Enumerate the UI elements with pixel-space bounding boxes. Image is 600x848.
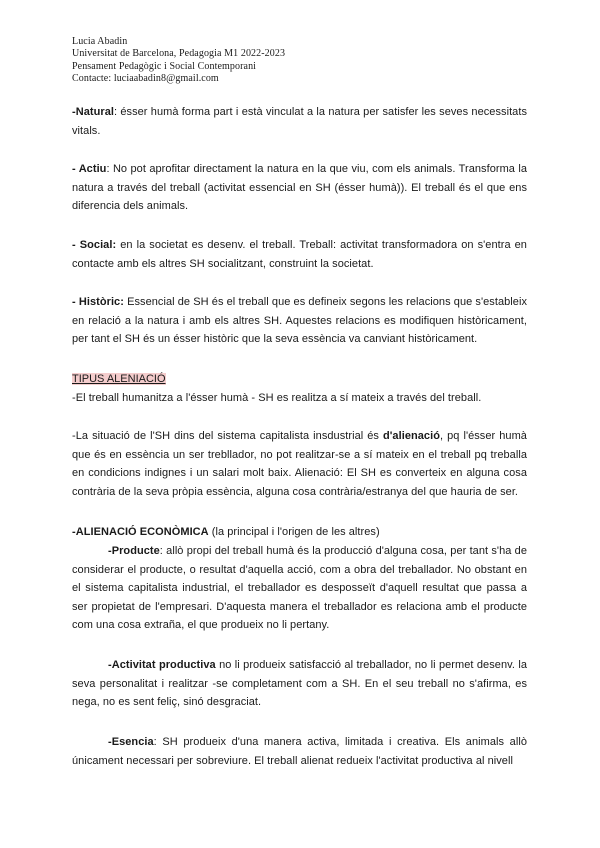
paragraph-activitat bbox=[72, 656, 527, 712]
tipus-line1: -El treball humanitza a l'ésser humà - SH es realitza a sí mateix a través del treball. bbox=[72, 392, 482, 404]
tipus-title: TIPUS ALENIACIÓ bbox=[72, 373, 166, 385]
alienacio-before: -La situació de l'SH dins del sistema capitalista insdustrial és bbox=[72, 430, 383, 442]
document-header bbox=[72, 36, 285, 86]
economica-text: (la principal i l'origen de les altres) bbox=[208, 526, 380, 538]
activitat-label: -Activitat productiva bbox=[108, 659, 216, 671]
tipus-heading bbox=[72, 370, 166, 389]
producte-label: -Producte bbox=[108, 545, 160, 557]
historic-text: Essencial de SH és el treball que es defineix segons les relacions que s'estableix en relació a la natura i amb els altres SH. Aquestes relacions es modifiquen històricament, per tant el SH és un ésser històric que la seva essència va canviant històricament. bbox=[72, 296, 527, 346]
paragraph-alienacio bbox=[72, 427, 527, 501]
natural-text: : ésser humà forma part i està vinculat a la natura per satisfer les seves necessitats vitals. bbox=[72, 106, 527, 137]
actiu-text: : No pot aprofitar directament la natura en la que viu, com els animals. Transforma la natura a través del treball (activitat essencial en SH (ésser humà)). El treball és el que ens diferencia dels animals. bbox=[72, 163, 527, 213]
university-line: Universitat de Barcelona, Pedagogia M1 2022-2023 bbox=[72, 48, 286, 60]
producte-text: : allò propi del treball humà és la producció d'alguna cosa, per tant s'ha de considerar el producte, o resultat d'aquella acció, com a obra del treballador. No obstant en el sistema capitalista industrial, el treballador es desposseït d'aquell resultat que passa a ser propietat de l'empresari. D'aquesta manera el treballador es relaciona amb el producte com una cosa extraña, el que produeix no li pertany. bbox=[72, 545, 527, 632]
paragraph-historic bbox=[72, 293, 527, 349]
economica-label: -ALIENACIÓ ECONÒMICA bbox=[72, 526, 209, 538]
paragraph-actiu bbox=[72, 160, 527, 216]
paragraph-social bbox=[72, 236, 527, 273]
natural-label: -Natural bbox=[72, 106, 114, 118]
paragraph-esencia bbox=[72, 733, 527, 770]
subject-line: Pensament Pedagògic i Social Contemporani bbox=[72, 60, 257, 72]
social-text: en la societat es desenv. el treball. Treball: activitat transformadora on s'entra en contacte amb els altres SH socialitzant, construint la societat. bbox=[72, 239, 527, 270]
alienacio-bold: d'alienació bbox=[383, 430, 440, 442]
alienacio-after: , pq l'ésser humà que és en essència un ser trebllador, no pot realitzar-se a sí mateix en el treball pq treballa en condicions indignes i un salari molt baix. Alienació: El SH es converteix en alguna cosa contrària de la seva pròpia essència, alguna cosa contrària/estranya del que hauria de ser. bbox=[72, 430, 527, 498]
social-label: - Social: bbox=[72, 239, 117, 251]
esencia-label: -Esencia bbox=[108, 736, 154, 748]
actiu-label: - Actiu bbox=[72, 163, 107, 175]
paragraph-producte bbox=[72, 542, 527, 635]
historic-label: - Històric: bbox=[72, 296, 124, 308]
author-name: Lucia Abadin bbox=[72, 36, 128, 47]
paragraph-economica bbox=[72, 523, 527, 542]
paragraph-natural bbox=[72, 103, 527, 140]
contact-line: Contacte: luciaabadin8@gmail.com bbox=[72, 73, 219, 85]
paragraph-tipus-line bbox=[72, 389, 527, 408]
esencia-text: : SH produeix d'una manera activa, limitada i creativa. Els animals allò únicament necessari per sobreviure. El treball alienat redueix l'activitat productiva al nivell bbox=[72, 736, 527, 767]
activitat-text: no li produeix satisfacció al treballador, no li permet desenv. la seva personalitat i realitzar -se completament com a SH. En el seu treball no s'afirma, es nega, no es sent feliç, sinó desgraciat. bbox=[72, 659, 527, 709]
